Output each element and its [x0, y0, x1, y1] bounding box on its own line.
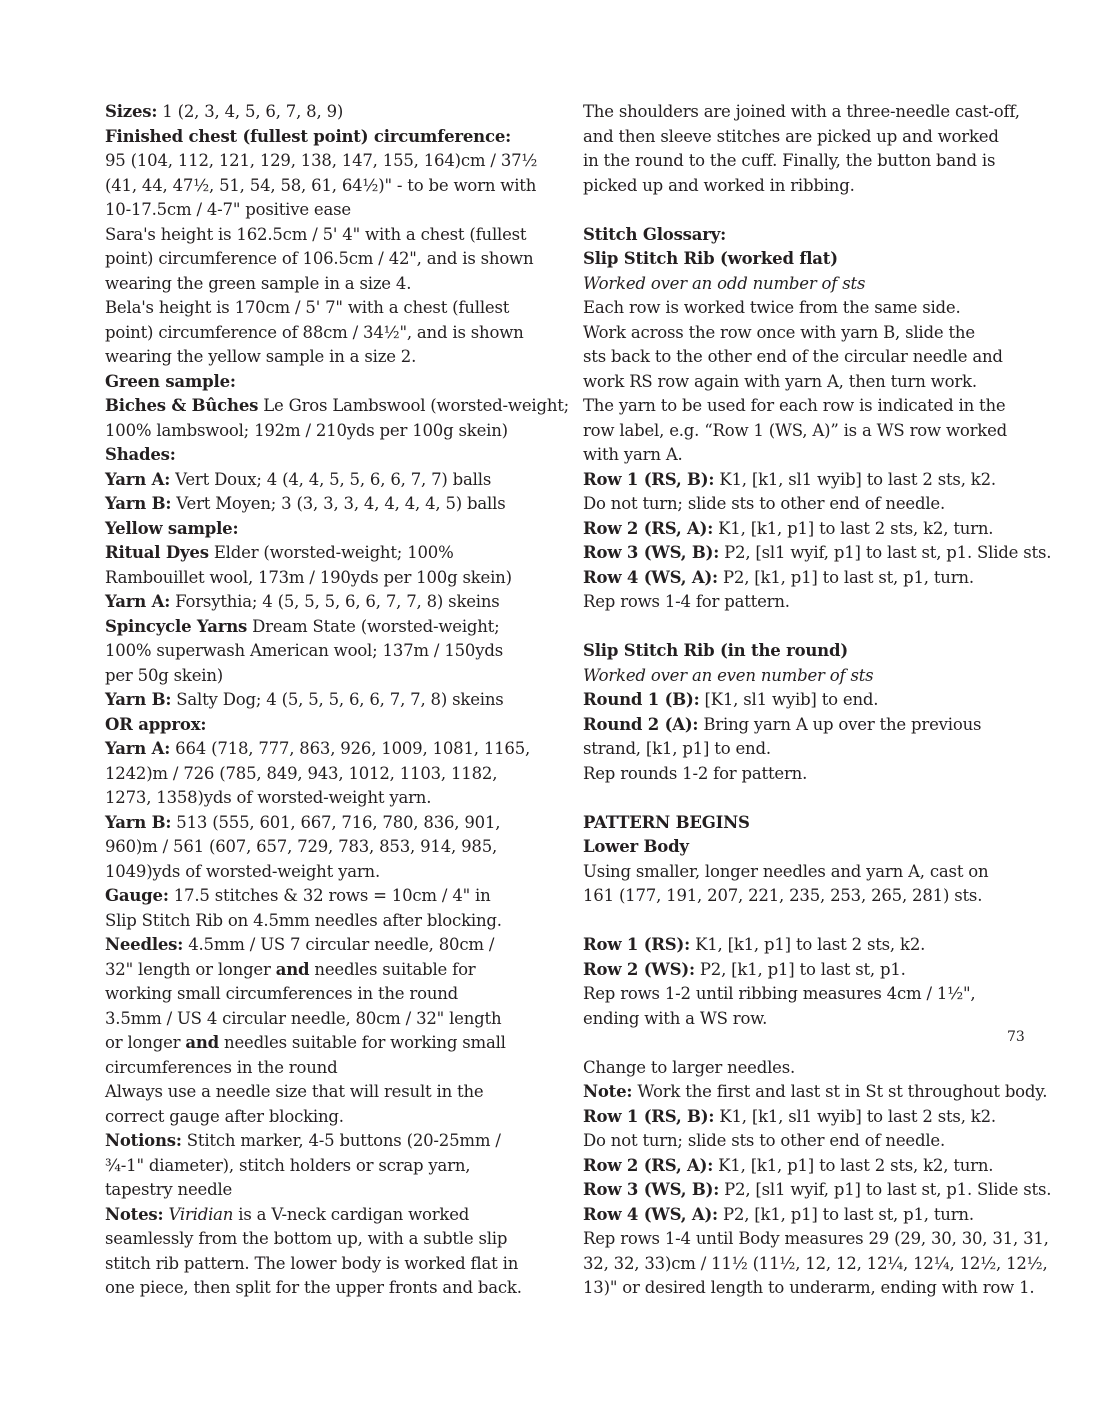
- italic-text: Worked over an even number of sts: [583, 665, 874, 685]
- text-line: [105, 884, 545, 909]
- text-run: 513 (555, 601, 667, 716, 780, 836, 901,: [171, 812, 501, 832]
- text-line: [105, 443, 545, 468]
- text-run: 1273, 1358)yds of worsted-weight yarn.: [105, 788, 432, 807]
- text-line: [105, 296, 545, 321]
- text-line: [105, 566, 545, 591]
- text-run: Change to larger needles.: [583, 1057, 796, 1077]
- bold-text: Slip Stitch Rib (worked flat): [583, 249, 838, 268]
- text-run: 100% superwash American wool; 137m / 150yds: [105, 641, 503, 660]
- text-run: in the round to the cuff. Finally, the button band is: [583, 151, 996, 170]
- text-line: [583, 174, 1043, 199]
- text-run: Sara's height is 162.5cm / 5' 4" with a chest (fullest: [105, 224, 527, 244]
- text-line: [105, 223, 545, 248]
- bold-text: Yarn B:: [105, 812, 172, 832]
- text-line: [105, 468, 545, 493]
- text-line: [583, 639, 1043, 664]
- bold-text: Yarn B:: [105, 494, 172, 513]
- text-run: Rambouillet wool, 173m / 190yds per 100g skein): [105, 567, 512, 587]
- text-line: [105, 1227, 545, 1252]
- text-line: [105, 517, 545, 542]
- text-line: [105, 1154, 545, 1179]
- paragraph-gap: [583, 786, 1043, 811]
- text-line: [583, 1178, 1052, 1203]
- text-run: Rep rows 1-4 until Body measures 29 (29, 30, 30, 31, 31,: [583, 1229, 1049, 1248]
- bold-text: Sizes:: [105, 102, 158, 121]
- text-line: [105, 615, 545, 640]
- text-run: strand, [k1, p1] to end.: [583, 739, 771, 758]
- bold-text: Spincycle Yarns: [105, 616, 248, 636]
- text-line: [583, 149, 1043, 174]
- text-run: Bring yarn A up over the previous: [698, 714, 982, 734]
- text-run: 161 (177, 191, 207, 221, 235, 253, 265, 281) sts.: [583, 886, 983, 905]
- text-line: [583, 933, 1043, 958]
- text-run: Do not turn; slide sts to other end of needle.: [583, 494, 946, 513]
- text-run: Work the first and last st in St st throughout body.: [632, 1082, 1048, 1101]
- text-run: Do not turn; slide sts to other end of needle.: [583, 1131, 946, 1150]
- text-line: [105, 1080, 545, 1105]
- text-run: 100% lambswool; 192m / 210yds per 100g skein): [105, 420, 508, 440]
- text-line: [105, 492, 545, 517]
- text-line: [583, 272, 1043, 297]
- text-line: [583, 664, 1043, 689]
- text-line: [583, 1129, 1043, 1154]
- text-line: [105, 149, 545, 174]
- text-line: [583, 1080, 1048, 1105]
- text-run: P2, [k1, p1] to last st, p1, turn.: [717, 567, 974, 587]
- text-run: seamlessly from the bottom up, with a subtle slip: [105, 1229, 508, 1248]
- bold-text: Notes:: [105, 1204, 164, 1224]
- text-line: [583, 835, 1043, 860]
- text-line: [105, 1252, 545, 1277]
- text-line: [105, 1007, 545, 1032]
- text-run: per 50g skein): [105, 665, 224, 685]
- text-line: [105, 933, 545, 958]
- bold-text: Yarn B:: [105, 690, 172, 709]
- text-run: 960)m / 561 (607, 657, 729, 783, 853, 914, 985,: [105, 837, 498, 856]
- text-run: Dream State (worsted-weight;: [247, 616, 500, 636]
- text-run: Always use a needle size that will result in the: [105, 1082, 484, 1101]
- text-line: [583, 1056, 1043, 1081]
- bold-text: Yarn A:: [105, 739, 171, 758]
- text-line: [583, 1252, 1048, 1277]
- text-line: [583, 321, 1043, 346]
- text-run: The yarn to be used for each row is indicated in the: [583, 396, 1006, 415]
- page-number: 73: [1007, 1029, 1025, 1045]
- text-line: [583, 1276, 1043, 1301]
- bold-text: Row 4 (WS, A):: [583, 567, 718, 587]
- bold-text: Round 1 (B):: [583, 690, 700, 709]
- text-run: 4.5mm / US 7 circular needle, 80cm /: [183, 935, 495, 954]
- text-line: [583, 517, 1043, 542]
- text-run: picked up and worked in ribbing.: [583, 175, 855, 195]
- text-run: correct gauge after blocking.: [105, 1106, 344, 1126]
- text-line: [583, 247, 1043, 272]
- text-line: [583, 713, 1043, 738]
- text-line: [105, 835, 545, 860]
- text-line: [583, 394, 1043, 419]
- text-run: 95 (104, 112, 121, 129, 138, 147, 155, 164)cm / 37½: [105, 151, 538, 170]
- text-run: ending with a WS row.: [583, 1008, 768, 1028]
- text-line: [583, 1203, 1043, 1228]
- text-run: Elder (worsted-weight; 100%: [208, 543, 454, 562]
- text-run: Vert Moyen; 3 (3, 3, 3, 4, 4, 4, 4, 5) balls: [171, 494, 506, 513]
- text-line: [105, 394, 570, 419]
- bold-text: Ritual Dyes: [105, 543, 209, 562]
- text-line: [583, 737, 1043, 762]
- text-run: K1, [k1, p1] to last 2 sts, k2, turn.: [713, 1155, 994, 1175]
- text-line: [105, 1276, 545, 1301]
- bold-text: Gauge:: [105, 886, 169, 905]
- bold-text: Row 4 (WS, A):: [583, 1204, 718, 1224]
- text-line: [105, 958, 545, 983]
- paragraph-gap: [583, 909, 1043, 934]
- text-run: Bela's height is 170cm / 5' 7" with a chest (fullest: [105, 298, 510, 317]
- text-line: [583, 125, 1043, 150]
- bold-text: Stitch Glossary:: [583, 224, 727, 244]
- text-run: wearing the green sample in a size 4.: [105, 273, 412, 293]
- text-line: [105, 1056, 545, 1081]
- text-run: working small circumferences in the round: [105, 984, 459, 1003]
- bold-text: Yellow sample:: [105, 518, 239, 538]
- text-line: [583, 762, 1043, 787]
- text-run: 13)" or desired length to underarm, ending with row 1.: [583, 1278, 1035, 1297]
- bold-text: Lower Body: [583, 837, 689, 856]
- text-run: Le Gros Lambswool (worsted-weight;: [258, 396, 570, 415]
- text-line: [105, 639, 545, 664]
- text-line: [105, 664, 545, 689]
- text-run: with yarn A.: [583, 445, 683, 464]
- text-run: or longer: [105, 1033, 186, 1052]
- text-run: K1, [k1, p1] to last 2 sts, k2.: [690, 935, 926, 954]
- text-run: Using smaller, longer needles and yarn A, cast on: [583, 861, 989, 881]
- bold-text: PATTERN BEGINS: [583, 812, 750, 832]
- paragraph-gap: [583, 198, 1043, 223]
- text-line: [105, 1105, 545, 1130]
- text-run: sts back to the other end of the circular needle and: [583, 347, 1003, 366]
- bold-text: Shades:: [105, 445, 176, 464]
- text-run: point) circumference of 88cm / 34½", and is shown: [105, 322, 524, 342]
- text-run: 1049)yds of worsted-weight yarn.: [105, 861, 381, 881]
- text-line: [105, 786, 545, 811]
- text-run: K1, [k1, sl1 wyib] to last 2 sts, k2.: [714, 469, 996, 489]
- text-line: [105, 174, 545, 199]
- bold-text: Yarn A:: [105, 469, 171, 489]
- text-line: [583, 223, 1043, 248]
- left-column: [105, 100, 570, 1301]
- text-run: 1 (2, 3, 4, 5, 6, 7, 8, 9): [157, 102, 344, 121]
- text-line: [105, 125, 545, 150]
- text-line: [105, 737, 545, 762]
- text-run: 664 (718, 777, 863, 926, 1009, 1081, 1165,: [170, 739, 531, 758]
- text-run: Slip Stitch Rib on 4.5mm needles after blocking.: [105, 910, 502, 930]
- text-run: work RS row again with yarn A, then turn work.: [583, 371, 977, 391]
- bold-text: Row 2 (WS):: [583, 959, 695, 979]
- text-run: Vert Doux; 4 (4, 4, 5, 5, 6, 6, 7, 7) balls: [170, 469, 492, 489]
- italic-text: Worked over an odd number of sts: [583, 273, 866, 293]
- text-line: [105, 590, 545, 615]
- bold-text: Row 1 (RS, B):: [583, 1106, 715, 1126]
- text-run: 1242)m / 726 (785, 849, 943, 1012, 1103, 1182,: [105, 763, 498, 783]
- text-line: [583, 468, 1043, 493]
- text-run: K1, [k1, p1] to last 2 sts, k2, turn.: [713, 518, 994, 538]
- text-line: [105, 321, 545, 346]
- text-run: needles suitable for working small: [219, 1033, 506, 1052]
- text-run: ¾-1" diameter), stitch holders or scrap yarn,: [105, 1155, 471, 1175]
- text-run: 3.5mm / US 4 circular needle, 80cm / 32" length: [105, 1008, 502, 1028]
- text-line: [105, 345, 545, 370]
- text-run: [K1, sl1 wyib] to end.: [699, 690, 879, 709]
- text-run: P2, [sl1 wyif, p1] to last st, p1. Slide sts.: [719, 543, 1052, 562]
- text-line: [583, 419, 1043, 444]
- text-line: [105, 1178, 545, 1203]
- bold-text: Biches & Bûches: [105, 396, 259, 415]
- text-line: [105, 541, 545, 566]
- text-line: [105, 247, 545, 272]
- text-run: P2, [k1, p1] to last st, p1, turn.: [717, 1204, 974, 1224]
- text-line: [583, 860, 1043, 885]
- text-run: 10-17.5cm / 4-7" positive ease: [105, 200, 351, 219]
- text-line: [105, 909, 545, 934]
- bold-text: Row 1 (RS, B):: [583, 469, 715, 489]
- text-line: [583, 1227, 1049, 1252]
- bold-text: Slip Stitch Rib (in the round): [583, 641, 848, 660]
- text-line: [583, 492, 1043, 517]
- text-run: Forsythia; 4 (5, 5, 5, 6, 6, 7, 7, 8) skeins: [170, 592, 500, 611]
- text-line: [583, 566, 1043, 591]
- text-run: circumferences in the round: [105, 1057, 338, 1077]
- text-run: 32, 32, 33)cm / 11½ (11½, 12, 12, 12¼, 12¼, 12½, 12½,: [583, 1253, 1048, 1273]
- text-run: is a V-neck cardigan worked: [233, 1204, 470, 1224]
- paragraph-gap: [583, 1031, 1043, 1056]
- text-run: K1, [k1, sl1 wyib] to last 2 sts, k2.: [714, 1106, 996, 1126]
- text-line: [583, 688, 1043, 713]
- bold-text: Note:: [583, 1082, 633, 1101]
- text-line: [105, 860, 545, 885]
- bold-text: Notions:: [105, 1131, 182, 1150]
- text-run: Stitch marker, 4-5 buttons (20-25mm /: [181, 1131, 501, 1150]
- text-line: [105, 419, 545, 444]
- text-line: [105, 982, 545, 1007]
- text-line: [583, 884, 1043, 909]
- text-line: [105, 688, 545, 713]
- text-line: [583, 443, 1043, 468]
- text-run: Salty Dog; 4 (5, 5, 5, 6, 6, 7, 7, 8) skeins: [171, 690, 504, 709]
- text-line: [583, 345, 1043, 370]
- text-line: [583, 958, 1043, 983]
- text-run: P2, [k1, p1] to last st, p1.: [694, 959, 906, 979]
- text-run: Rep rows 1-2 until ribbing measures 4cm / 1½",: [583, 984, 976, 1003]
- text-line: [583, 100, 1043, 125]
- text-line: [105, 713, 545, 738]
- text-run: 17.5 stitches & 32 rows = 10cm / 4" in: [168, 886, 491, 905]
- bold-text: Row 2 (RS, A):: [583, 518, 714, 538]
- text-run: and then sleeve stitches are picked up and worked: [583, 126, 999, 146]
- text-line: [105, 198, 545, 223]
- bold-text: Row 2 (RS, A):: [583, 1155, 714, 1175]
- bold-text: and: [185, 1033, 219, 1052]
- text-line: [105, 370, 545, 395]
- text-line: [583, 1105, 1043, 1130]
- text-line: [105, 272, 545, 297]
- text-run: tapestry needle: [105, 1180, 233, 1199]
- text-line: [105, 1203, 545, 1228]
- text-line: [583, 370, 1043, 395]
- text-run: stitch rib pattern. The lower body is worked flat in: [105, 1253, 519, 1273]
- text-run: needles suitable for: [309, 959, 476, 979]
- text-line: [583, 1007, 1043, 1032]
- text-line: [105, 811, 545, 836]
- text-line: [105, 762, 545, 787]
- right-column: [583, 100, 1052, 1301]
- text-line: [583, 811, 1043, 836]
- text-run: point) circumference of 106.5cm / 42", and is shown: [105, 249, 534, 268]
- paragraph-gap: [583, 615, 1043, 640]
- text-run: Work across the row once with yarn B, slide the: [583, 322, 975, 342]
- text-run: row label, e.g. “Row 1 (WS, A)” is a WS row worked: [583, 420, 1008, 440]
- text-run: wearing the yellow sample in a size 2.: [105, 347, 417, 366]
- text-line: [583, 541, 1052, 566]
- bold-text: Finished chest (fullest point) circumference:: [105, 126, 512, 146]
- italic-text: Viridian: [168, 1204, 234, 1224]
- bold-text: and: [275, 959, 310, 979]
- text-run: one piece, then split for the upper fronts and back.: [105, 1278, 522, 1297]
- text-line: [583, 1154, 1043, 1179]
- bold-text: Row 3 (WS, B):: [583, 1180, 720, 1199]
- text-run: P2, [sl1 wyif, p1] to last st, p1. Slide sts.: [719, 1180, 1052, 1199]
- text-run: 32" length or longer: [105, 959, 276, 979]
- bold-text: Round 2 (A):: [583, 714, 699, 734]
- text-run: Rep rounds 1-2 for pattern.: [583, 763, 808, 783]
- text-run: Rep rows 1-4 for pattern.: [583, 592, 790, 611]
- bold-text: Yarn A:: [105, 592, 171, 611]
- bold-text: Row 1 (RS):: [583, 935, 691, 954]
- text-line: [583, 296, 1043, 321]
- text-line: [105, 1129, 545, 1154]
- bold-text: Row 3 (WS, B):: [583, 543, 720, 562]
- text-line: [583, 590, 1043, 615]
- bold-text: Needles:: [105, 935, 184, 954]
- text-line: [105, 1031, 545, 1056]
- text-run: (41, 44, 47½, 51, 54, 58, 61, 64½)" - to be worn with: [105, 175, 537, 195]
- bold-text: OR approx:: [105, 714, 207, 734]
- text-run: The shoulders are joined with a three-needle cast-off,: [583, 102, 1020, 121]
- text-line: [105, 100, 545, 125]
- text-line: [583, 982, 1043, 1007]
- bold-text: Green sample:: [105, 371, 236, 391]
- text-run: Each row is worked twice from the same side.: [583, 298, 961, 317]
